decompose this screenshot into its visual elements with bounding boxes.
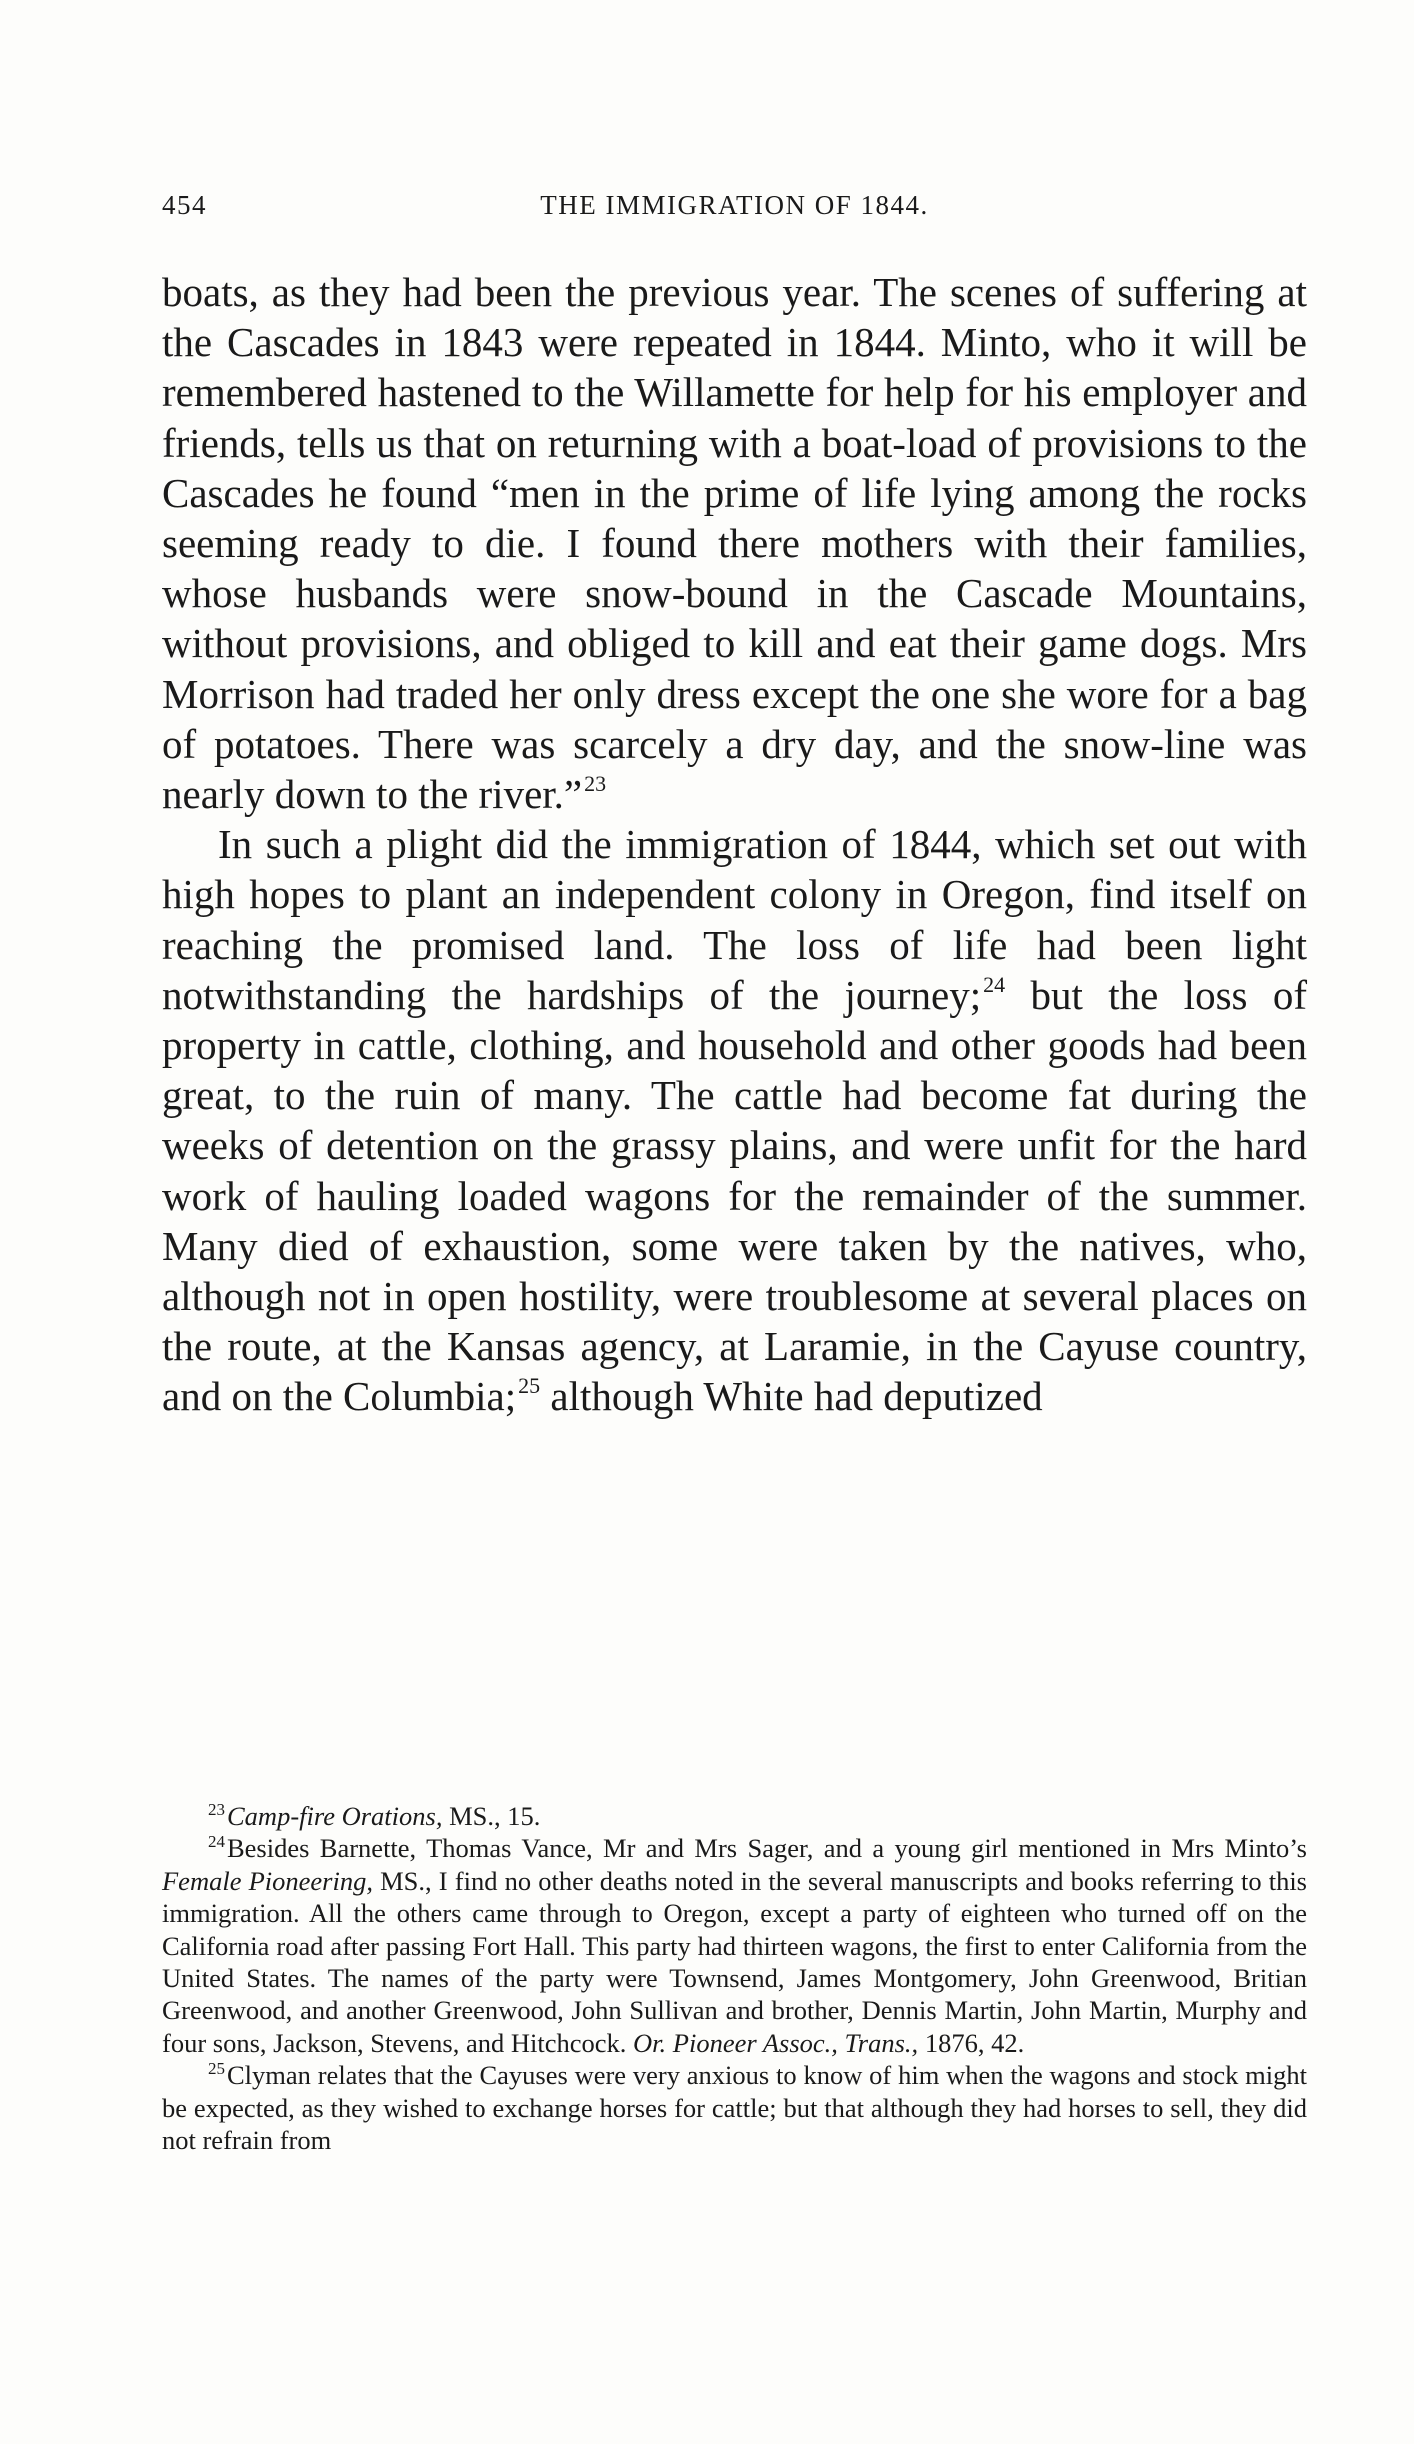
footnote-number: 25 xyxy=(208,2059,225,2079)
paragraph-2 xyxy=(162,819,1307,1421)
footnote-number: 24 xyxy=(208,1832,225,1852)
footnotes xyxy=(162,1800,1307,2156)
paragraph-2-text-a: In such a plight did the immigration of 1844, which set out with high hopes to plant an independent colony in Oregon, find itself on reaching the promised land. The loss of life had been light notwithstanding the hardships of the journey; xyxy=(162,821,1307,1018)
footnote-ref-25: 25 xyxy=(518,1373,541,1399)
footnote-25 xyxy=(162,2059,1307,2156)
footnote-ref-24: 24 xyxy=(983,971,1006,997)
footnote-24 xyxy=(162,1832,1307,2059)
footnote-24-title-b: Or. Pioneer Assoc., Trans., xyxy=(633,2027,919,2058)
paragraph-2-text-c: although White had deputized xyxy=(540,1373,1043,1420)
footnote-23 xyxy=(162,1800,1307,1832)
footnote-24-text-b: MS., I find no other deaths noted in the several manuscripts and books referring to this immigration. All the others came through to Oregon, except a party of eighteen who turned off on the California road after passing Fort Hall. This party had thirteen wagons, the first to enter California from the United States. The names of the party were Townsend, James Montgomery, John Greenwood, Britian Greenwood, and another Greenwood, John Sullivan and brother, Dennis Martin, John Martin, Murphy and four sons, Jackson, Stevens, and Hitchcock. xyxy=(162,1865,1307,2058)
paragraph-1-text: boats, as they had been the previous year. The scenes of suffering at the Cascades in 1843 were repeated in 1844. Minto, who it will be remembered hastened to the Willamette for help for his employer and friends, tells us that on returning with a boat-load of provisions to the Cascades he found “men in the prime of life lying among the rocks seeming ready to die. I found there mothers with their families, whose husbands were snow-bound in the Cascade Mountains, without provisions, and obliged to kill and eat their game dogs. Mrs Morrison had traded her only dress except the one she wore for a bag of potatoes. There was scarcely a dry day, and the snow-line was nearly down to the river.” xyxy=(162,269,1307,818)
footnote-23-title: Camp-fire Orations, xyxy=(227,1801,443,1831)
paragraph-1 xyxy=(162,267,1307,819)
footnote-23-rest: MS., 15. xyxy=(442,1801,541,1831)
footnote-24-title-a: Female Pioneering, xyxy=(162,1865,373,1896)
running-title: THE IMMIGRATION OF 1844. xyxy=(540,190,929,220)
running-header xyxy=(162,190,1307,230)
paragraph-2-text-b: but the loss of property in cattle, clothing, and household and other goods had been great, to the ruin of many. The cattle had become fat during the weeks of detention on the grassy plains, and were unfit for the hard work of hauling loaded wagons for the remainder of the summer. Many died of exhaustion, some were taken by the natives, who, although not in open hostility, were troublesome at several places on the route, at the Kansas agency, at Laramie, in the Cayuse country, and on the Columbia; xyxy=(162,971,1307,1420)
footnote-24-text-c: 1876, 42. xyxy=(918,2027,1025,2058)
footnote-24-text-a: Besides Barnette, Thomas Vance, Mr and Mrs Sager, and a young girl mentioned in Mrs Minto’s xyxy=(227,1833,1307,1864)
footnote-25-text: Clyman relates that the Cayuses were very anxious to know of him when the wagons and stock might be expected, as they wished to exchange horses for cattle; but that although they had horses to sell, they did not refrain from xyxy=(162,2060,1307,2156)
page-number: 454 xyxy=(162,190,207,220)
footnote-number: 23 xyxy=(208,1800,225,1819)
footnote-ref-23: 23 xyxy=(584,771,607,797)
body-text xyxy=(162,267,1307,1422)
